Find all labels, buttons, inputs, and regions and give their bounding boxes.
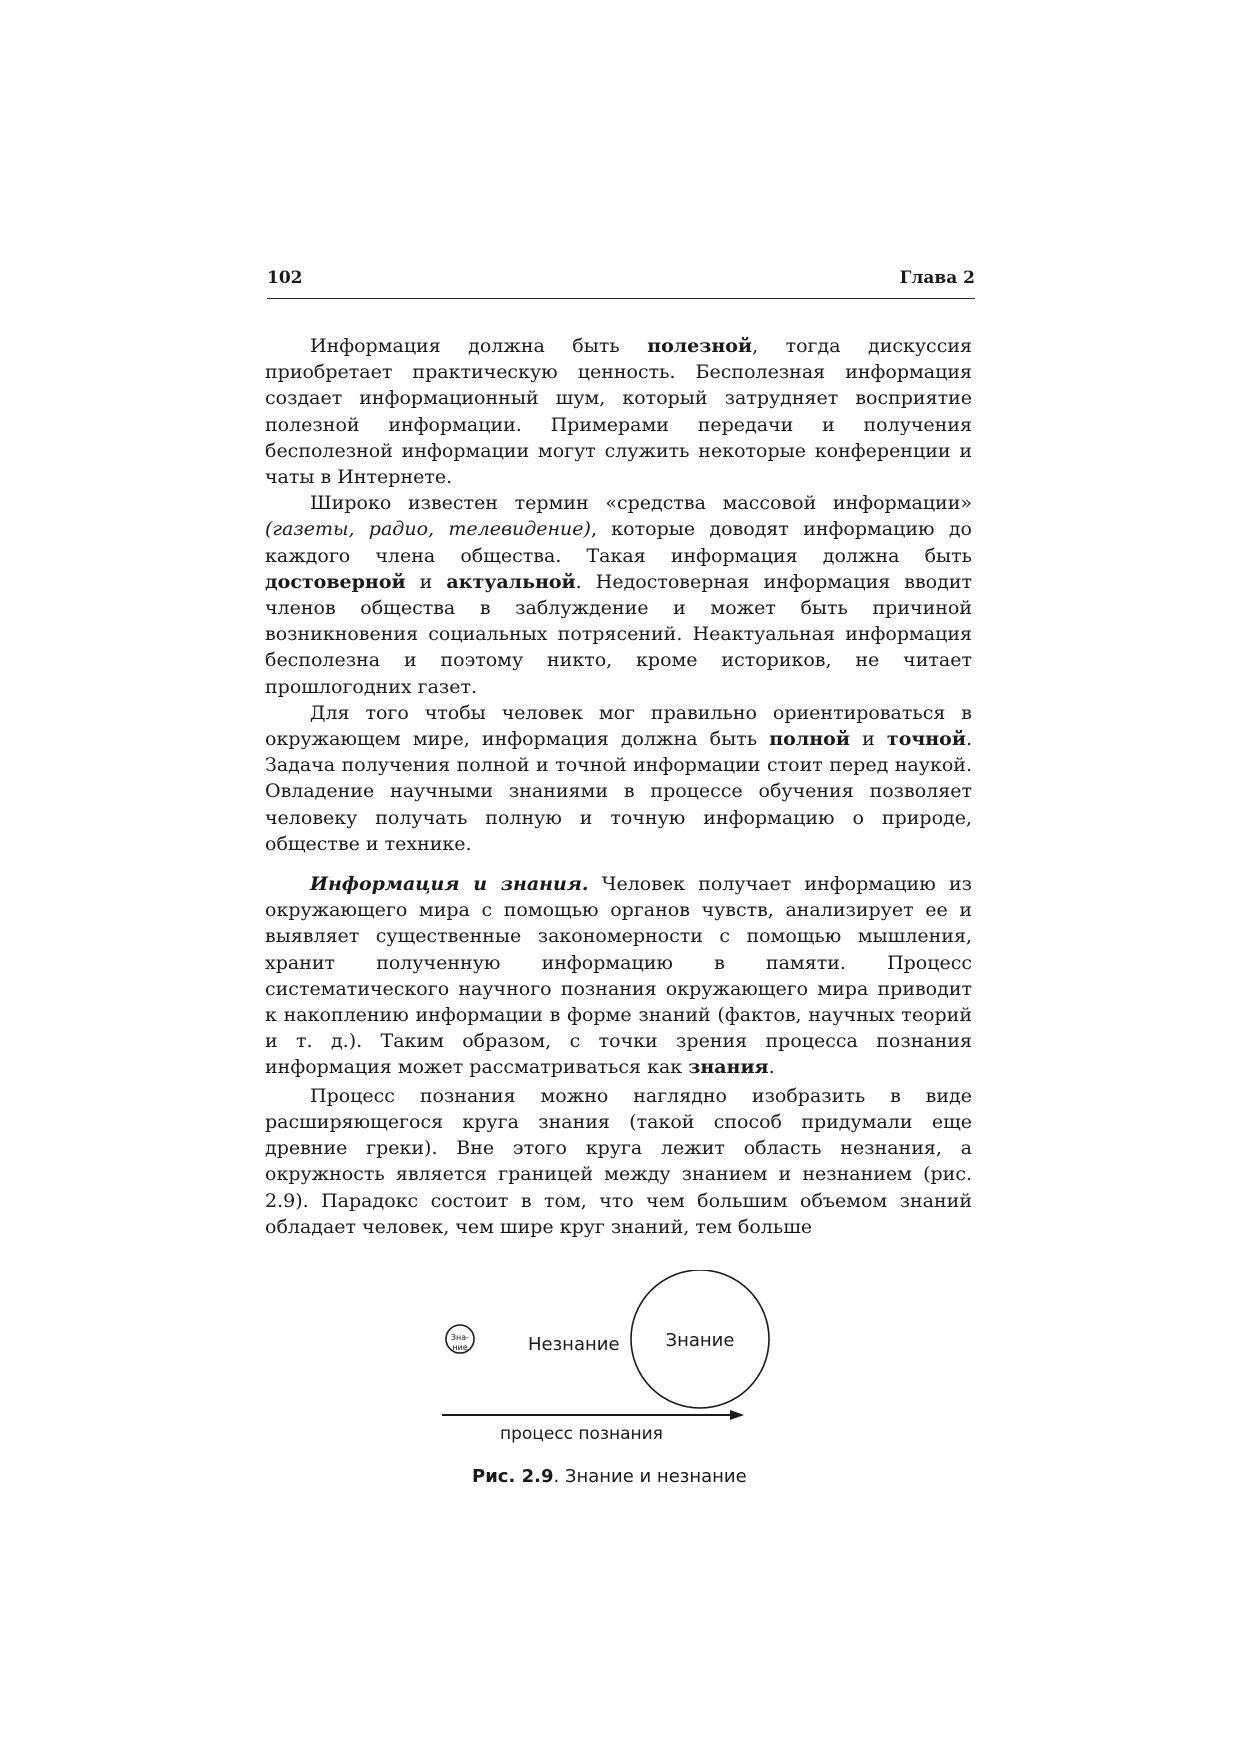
- bold-term: знания: [688, 1056, 769, 1079]
- text-segment: Информация должна быть: [310, 335, 648, 357]
- paragraph: [265, 490, 972, 700]
- caption-prefix: Рис. 2.9: [472, 1466, 554, 1487]
- running-head: Глава 2: [899, 268, 975, 288]
- text-segment: . Недостоверная информация вводит членов общества в заблуждение и может быть причиной возникновения социальных потрясений. Неактуальная информация бесполезна и поэтому никто, кроме историков, не читает прошлогодних газет.: [265, 570, 972, 698]
- caption-text: . Знание и незнание: [553, 1466, 747, 1487]
- paragraph: [265, 333, 972, 490]
- text-segment: и: [849, 728, 887, 751]
- text-segment: , которые доводят информацию до каждого члена общества. Такая информация должна быть: [265, 518, 972, 567]
- italic-text: (газеты, радио, телевидение): [265, 518, 591, 541]
- ignorance-label: Незнание: [528, 1334, 620, 1355]
- paragraph: [265, 700, 972, 857]
- text-segment: и: [405, 570, 447, 593]
- text-segment: .: [768, 1056, 775, 1079]
- text-segment: . Задача получения полной и точной информации стоит перед наукой. Овладение научными знаниями в процессе обучения позволяет человеку получать полную и точную информацию о природе, обществе и технике.: [265, 728, 972, 855]
- page-number: 102: [267, 268, 303, 288]
- section-heading: Информация и знания.: [310, 873, 589, 896]
- page-header: [267, 268, 975, 299]
- paragraph: [265, 1083, 972, 1240]
- bold-term: достоверной: [265, 570, 406, 593]
- figure-caption: [472, 1466, 747, 1487]
- bold-term: полезной: [647, 335, 753, 357]
- knowledge-label: Знание: [665, 1330, 735, 1351]
- text-segment: Человек получает информацию из окружающего мира с помощью органов чувств, анализирует ее и выявляет существенные закономерности с помощью мышления, хранит полученную информацию в памяти. Процесс систематического научного познания окружающего мира приводит к накоплению информации в форме знаний (фактов, научных теорий и т. д.). Таким образом, с точки зрения процесса познания информация может рассматриваться как: [265, 873, 972, 1079]
- bold-term: актуальной: [446, 570, 576, 593]
- text-segment: Для того чтобы человек мог правильно ориентироваться в окружающем мире, информация должна быть: [265, 701, 972, 751]
- text-segment: Широко известен термин «средства массовой информации»: [310, 492, 972, 515]
- small-circle-label: Зна-ние: [450, 1333, 470, 1352]
- bold-term: полной: [769, 728, 850, 751]
- figure-knowledge-ignorance: [430, 1270, 810, 1500]
- bold-term: точной: [886, 728, 966, 751]
- text-segment: , тогда дискуссия приобретает практическую ценность. Бесполезная информация создает информационный шум, который затрудняет восприятие полезной информации. Примерами передачи и получения бесполезной информации могут служить некоторые конференции и чаты в Интернете.: [265, 335, 972, 489]
- process-label: процесс познания: [500, 1424, 663, 1444]
- body-text: [265, 333, 972, 1240]
- paragraph: [265, 871, 972, 1081]
- text-segment: Процесс познания можно наглядно изобразить в виде расширяющегося круга знания (такой способ придумали еще древние греки). Вне этого круга лежит область незнания, а окружность является границей между знанием и незнанием (рис. 2.9). Парадокс состоит в том, что чем большим объемом знаний обладает человек, чем шире круг знаний, тем больше: [265, 1084, 972, 1238]
